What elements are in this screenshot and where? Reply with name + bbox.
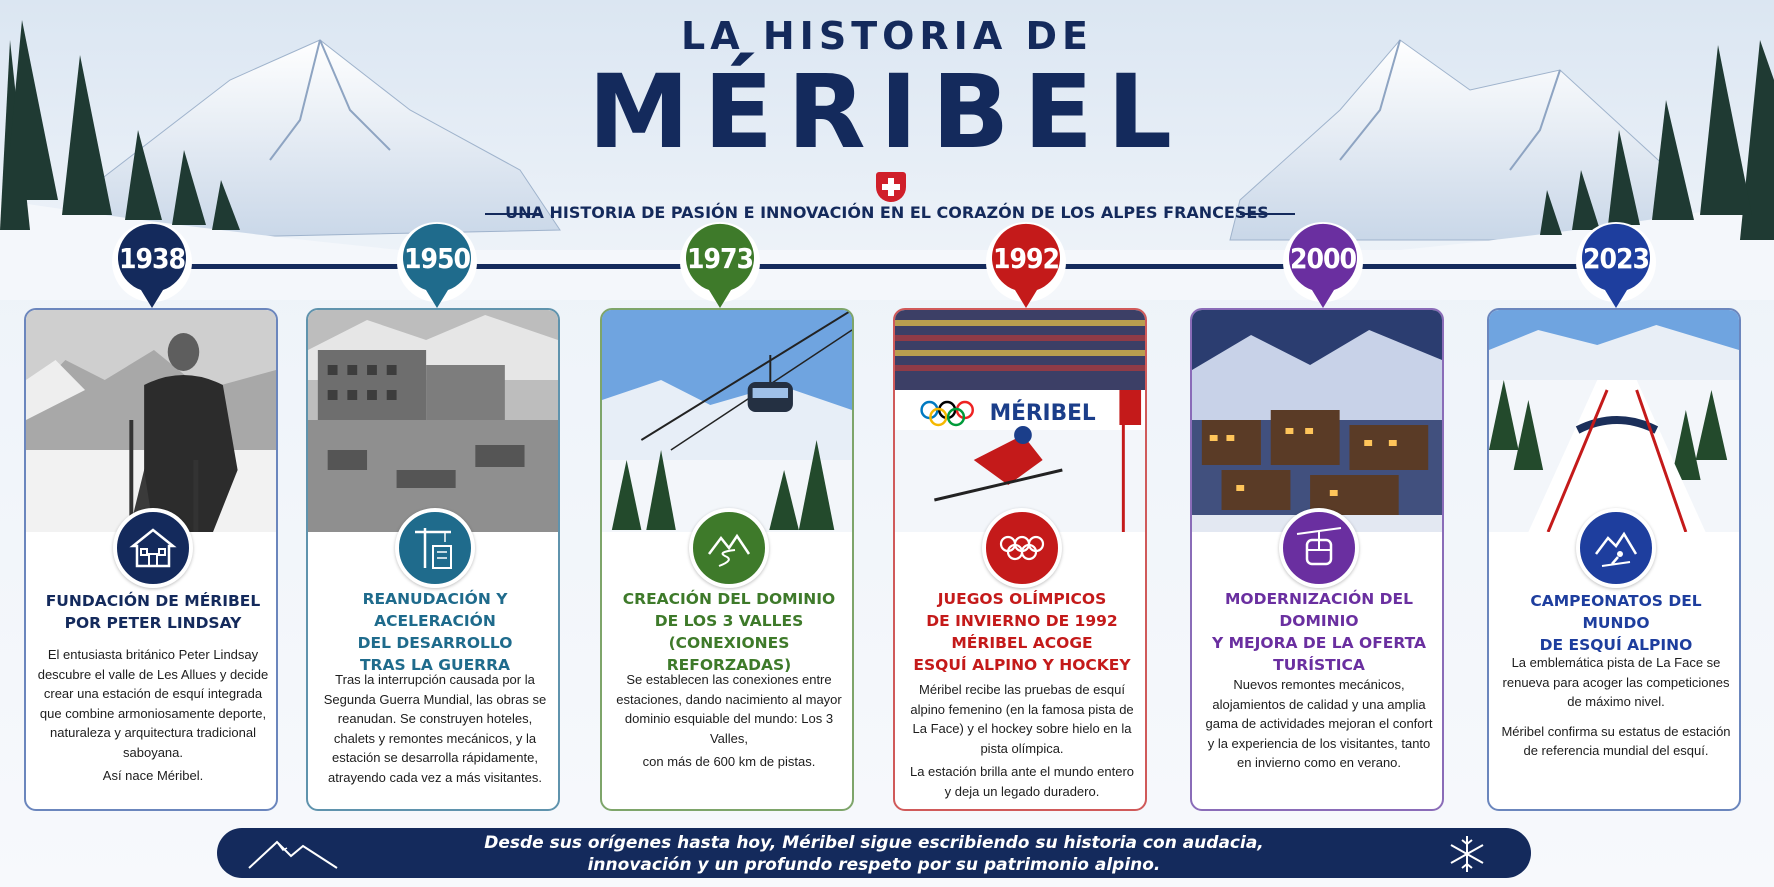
- badge: [1576, 508, 1656, 588]
- card-title: [1200, 588, 1438, 676]
- milestone-card-1950: [306, 308, 560, 811]
- badge: [395, 508, 475, 588]
- footer-line: innovación y un profundo respeto por su patrimonio alpino.: [587, 855, 1161, 875]
- year-marker-2000: [1278, 218, 1368, 314]
- photo-peter-lindsay: [26, 310, 276, 532]
- photo-gondola: [602, 310, 852, 532]
- badge: [689, 508, 769, 588]
- title-big: MÉRIBEL: [587, 53, 1187, 172]
- snowflake-icon: [1447, 834, 1487, 874]
- card-title: [316, 588, 554, 676]
- year-label: 1950: [403, 242, 471, 275]
- gondola-icon: [1295, 524, 1343, 572]
- title-line: FUNDACIÓN DE MÉRIBEL: [45, 592, 261, 610]
- milestone-card-1973: [600, 308, 854, 811]
- crane-building-icon: [411, 524, 459, 572]
- body-paragraph: Tras la interrupción causada por la Segunda Guerra Mundial, las obras se reanudan. Se construyen hoteles, chalets y remontes mecánicos, y la estación se desarrolla rápidamente, atrayendo cada vez a más visitantes.: [323, 672, 547, 785]
- body-paragraph: La estación brilla ante el mundo entero y deja un legado duradero.: [909, 764, 1135, 799]
- body-paragraph: Así nace Méribel.: [102, 768, 204, 783]
- title-line: MODERNIZACIÓN DEL DOMINIO: [1225, 590, 1413, 630]
- card-body: [612, 670, 846, 776]
- milestone-card-1938: [24, 308, 278, 811]
- card-body: [1202, 675, 1436, 777]
- card-body: [1499, 653, 1733, 765]
- card-title: [1497, 590, 1735, 656]
- title-line: ESQUÍ ALPINO Y HOCKEY: [913, 656, 1131, 674]
- year-marker-2023: [1571, 218, 1661, 314]
- title-line: MÉRIBEL ACOGE: [951, 634, 1093, 652]
- title-line: TURÍSTICA: [1273, 656, 1365, 674]
- milestone-card-2023: [1487, 308, 1741, 811]
- savoy-flag-icon: [876, 172, 906, 202]
- title-line: DEL DESARROLLO: [357, 634, 513, 652]
- title-small: LA HISTORIA DE: [681, 14, 1093, 58]
- banner-text: MÉRIBEL: [989, 400, 1096, 427]
- year-marker-1973: [675, 218, 765, 314]
- photo-construction: [308, 310, 558, 532]
- title-line: TRAS LA GUERRA: [359, 656, 511, 674]
- mountain-icon: [247, 836, 339, 870]
- badge: [113, 508, 193, 588]
- year-label: 1938: [118, 242, 186, 275]
- title-line: (CONEXIONES REFORZADAS): [666, 634, 792, 674]
- badge: [1279, 508, 1359, 588]
- milestone-card-1992: [893, 308, 1147, 811]
- milestone-card-2000: [1190, 308, 1444, 811]
- card-body: [905, 680, 1139, 805]
- photo-ski-slope: [1489, 310, 1739, 532]
- footer-banner: [217, 828, 1531, 878]
- body-paragraph: Méribel recibe las pruebas de esquí alpino femenino (en la famosa pista de La Face) y el hockey sobre hielo en la pista olímpica.: [910, 682, 1134, 756]
- badge: [982, 508, 1062, 588]
- title-line: REANUDACIÓN Y ACELERACIÓN: [362, 590, 508, 630]
- body-paragraph: El entusiasta británico Peter Lindsay descubre el valle de Les Allues y decide crear una estación de esquí integrada que combine armoniosamente deporte, naturaleza y arquitectura tradicional saboyana.: [37, 647, 269, 760]
- photo-village-night: [1192, 310, 1442, 532]
- body-paragraph: La emblemática pista de La Face se renueva para acoger las competiciones de máximo nivel.: [1502, 655, 1730, 709]
- card-title: [34, 590, 272, 634]
- year-marker-1938: [107, 218, 197, 314]
- footer-text: [337, 832, 1411, 876]
- card-title: [610, 588, 848, 676]
- body-paragraph: con más de 600 km de pistas.: [642, 754, 816, 769]
- card-title: [903, 588, 1141, 676]
- year-marker-1992: [981, 218, 1071, 314]
- body-paragraph: Méribel confirma su estatus de estación de referencia mundial del esquí.: [1501, 723, 1731, 758]
- subtitle: UNA HISTORIA DE PASIÓN E INNOVACIÓN EN EL CORAZÓN DE LOS ALPES FRANCESES: [505, 203, 1269, 222]
- year-label: 1973: [686, 242, 754, 275]
- valley-trail-icon: [705, 524, 753, 572]
- title-line: POR PETER LINDSAY: [64, 614, 242, 632]
- photo-olympic-race: [895, 310, 1145, 532]
- timeline-line: [140, 264, 1620, 269]
- title-line: CAMPEONATOS DEL MUNDO: [1530, 592, 1702, 632]
- olympic-rings-icon: [998, 524, 1046, 572]
- year-label: 2000: [1289, 242, 1357, 275]
- footer-line: Desde sus orígenes hasta hoy, Méribel sigue escribiendo su historia con audacia,: [484, 833, 1264, 853]
- year-label: 2023: [1582, 242, 1650, 275]
- skier-icon: [1592, 524, 1640, 572]
- title-line: DE LOS 3 VALLES: [654, 612, 804, 630]
- year-label: 1992: [992, 242, 1060, 275]
- body-paragraph: Nuevos remontes mecánicos, alojamientos de calidad y una amplia gama de actividades mejoran el confort y la experiencia de los visitantes, tanto en invierno como en verano.: [1205, 677, 1433, 770]
- title-line: CREACIÓN DEL DOMINIO: [622, 590, 836, 608]
- title-line: Y MEJORA DE LA OFERTA: [1212, 634, 1426, 652]
- card-body: [36, 645, 270, 790]
- title-line: JUEGOS OLÍMPICOS: [937, 590, 1107, 608]
- body-paragraph: Se establecen las conexiones entre estaciones, dando nacimiento al mayor dominio esquiable del mundo: Los 3 Valles,: [616, 672, 842, 746]
- year-marker-1950: [392, 218, 482, 314]
- card-body: [318, 670, 552, 791]
- chalet-icon: [129, 524, 177, 572]
- title-line: DE INVIERNO DE 1992: [926, 612, 1118, 630]
- title-line: DE ESQUÍ ALPINO: [1539, 636, 1693, 654]
